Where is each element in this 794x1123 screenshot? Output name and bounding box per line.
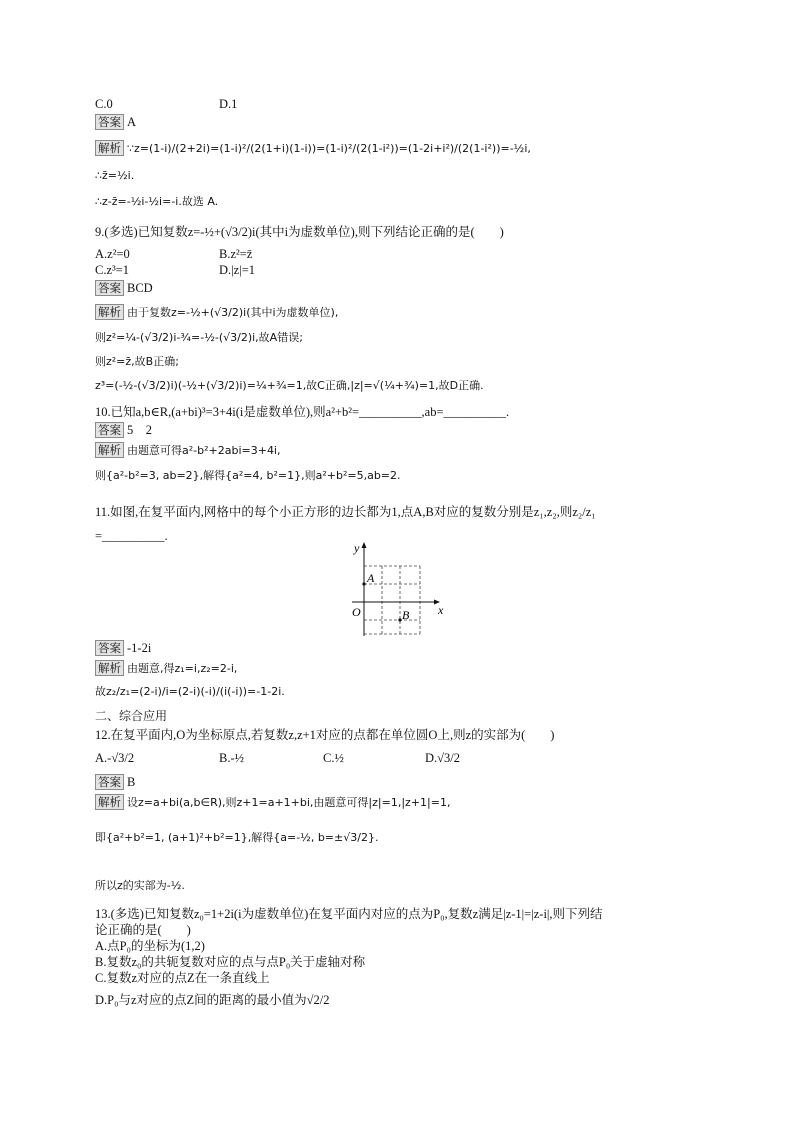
origin-label: O: [352, 605, 361, 619]
analysis-tag: 解析: [95, 442, 124, 458]
answer-tag: 答案: [95, 774, 124, 790]
q13-option-b: B.复数z₀的共轭复数对应的点与点P₀关于虚轴对称: [95, 955, 366, 969]
q13-option-a: A.点P₀的坐标为(1,2): [95, 939, 205, 953]
q9-analysis-line3: 则z²=z̄,故B正确;: [95, 355, 179, 368]
answer-tag: 答案: [95, 114, 124, 130]
section-heading: 二、综合应用: [95, 709, 168, 723]
q9-option-a: A.z²=0: [95, 247, 130, 261]
q11-analysis-line2: 故z₂/z₁=(2-i)/i=(2-i)(-i)/(i(-i))=-1-2i.: [95, 685, 285, 698]
q12-option-a: A.-√3/2: [95, 751, 135, 765]
analysis-tag: 解析: [95, 660, 124, 676]
q10-analysis-line1: 由题意可得a²-b²+2abi=3+4i,: [127, 444, 281, 457]
q9-analysis-line4: z³=(-½-(√3/2)i)(-½+(√3/2)i)=¼+¾=1,故C正确,|z|=√(¼+¾)=1,故D正确.: [95, 379, 484, 392]
q9-analysis-line1: 由于复数z=-½+(√3/2)i(其中i为虚数单位),: [127, 306, 339, 319]
q11-answer-row: [95, 640, 151, 656]
q12-options-row: [95, 750, 460, 766]
q9-analysis-row: [95, 304, 338, 321]
answer-tag: 答案: [95, 640, 124, 656]
q9-option-d: D.|z|=1: [219, 263, 256, 277]
q10-stem: 10.已知a,b∈R,(a+bi)³=3+4i(i是虚数单位),则a²+b²=__________,ab=__________.: [95, 405, 510, 419]
analysis-tag: 解析: [95, 140, 124, 156]
q12-analysis-line3: 所以z的实部为-½.: [95, 879, 185, 892]
q11-answer: -1-2i: [127, 641, 152, 655]
y-axis-arrow-icon: [362, 542, 367, 548]
y-axis-label: y: [354, 541, 360, 555]
q11-analysis-row: [95, 660, 237, 677]
q9-answer-row: [95, 280, 153, 296]
answer-tag: 答案: [95, 422, 124, 438]
q13-option-d: D.P₀与z对应的点Z间的距离的最小值为√2/2: [95, 993, 330, 1007]
q8-answer: A: [127, 115, 137, 129]
q12-option-d: D.√3/2: [425, 751, 460, 765]
q12-option-b: B.-½: [219, 751, 244, 765]
q11-analysis-line1: 由题意,得z₁=i,z₂=2-i,: [127, 662, 238, 675]
q12-analysis-row: [95, 794, 450, 811]
q12-answer-row: [95, 774, 135, 790]
q13-stem-line2: 论正确的是( ): [95, 923, 191, 937]
q8-option-c: C.0: [95, 97, 113, 111]
q13-option-c: C.复数z对应的点Z在一条直线上: [95, 971, 270, 985]
q8-analysis-line1: ∵z=(1-i)/(2+2i)=(1-i)²/(2(1+i)(1-i))=(1-i)²/(2(1-i²))=(1-2i+i²)/(2(1-i²))=-½i,: [127, 142, 531, 155]
q12-stem: 12.在复平面内,O为坐标原点,若复数z,z+1对应的点都在单位圆O上,则z的实部为( ): [95, 728, 555, 742]
q9-stem: 9.(多选)已知复数z=-½+(√3/2)i(其中i为虚数单位),则下列结论正确的是( ): [95, 225, 504, 239]
q11-stem-line1: 11.如图,在复平面内,网格中的每个小正方形的边长都为1,点A,B对应的复数分别是z₁,z₂,则z₂/z₁: [95, 505, 596, 519]
q9-options-row1: [95, 246, 253, 262]
answer-tag: 答案: [95, 280, 124, 296]
q9-option-c: C.z³=1: [95, 263, 130, 277]
q12-analysis-line2: 即{a²+b²=1, (a+1)²+b²=1},解得{a=-½, b=±√3/2}.: [95, 831, 379, 844]
q12-analysis-line1: 设z=a+bi(a,b∈R),则z+1=a+1+bi,由题意可得|z|=1,|z+1|=1,: [127, 796, 451, 809]
q12-answer: B: [127, 775, 136, 789]
analysis-tag: 解析: [95, 304, 124, 320]
q8-answer-row: [95, 114, 136, 130]
q10-analysis-line2: 则{a²-b²=3, ab=2},解得{a²=4, b²=1},则a²+b²=5,ab=2.: [95, 469, 401, 482]
q11-grid-figure: [340, 540, 450, 640]
q9-option-b: B.z²=z̄: [219, 247, 253, 261]
q9-answer: BCD: [127, 281, 153, 295]
point-a: [362, 582, 365, 585]
point-a-label: A: [367, 571, 375, 585]
analysis-tag: 解析: [95, 794, 124, 810]
q10-answer-row: [95, 422, 152, 438]
point-b-label: B: [402, 608, 410, 622]
q8-option-d: D.1: [219, 97, 238, 111]
q12-option-c: C.½: [323, 751, 344, 765]
q8-analysis-row: [95, 140, 531, 157]
q10-analysis-row: [95, 442, 281, 459]
q8-option-row: [95, 96, 238, 112]
q9-analysis-line2: 则z²=¼-(√3/2)i-¾=-½-(√3/2)i,故A错误;: [95, 331, 303, 344]
q10-answer: 5 2: [127, 423, 153, 437]
q8-analysis-line3: ∴z-z̄=-½i-½i=-i.故选 A.: [95, 195, 219, 208]
q13-stem-line1: 13.(多选)已知复数z₀=1+2i(i为虚数单位)在复平面内对应的点为P₀,复数z满足|z-1|=|z-i|,则下列结: [95, 907, 603, 921]
q11-stem-line2: =__________.: [95, 529, 168, 543]
q9-options-row2: [95, 262, 256, 278]
q8-analysis-line2: ∴z̄=½i.: [95, 169, 135, 182]
x-axis-label: x: [438, 603, 444, 617]
